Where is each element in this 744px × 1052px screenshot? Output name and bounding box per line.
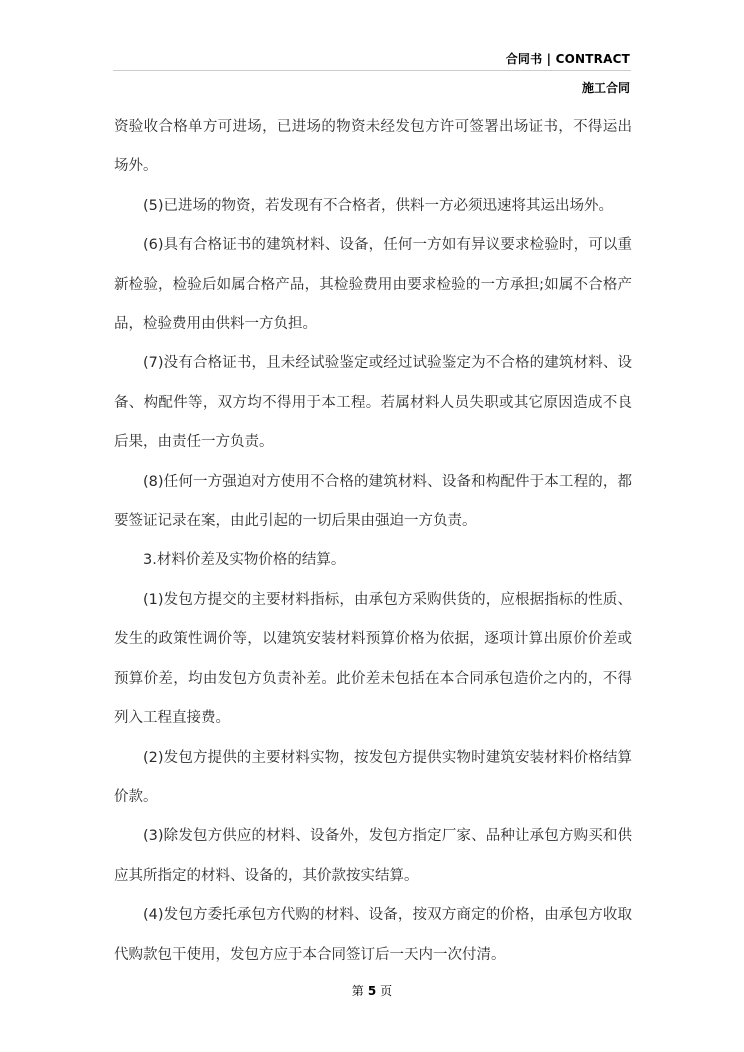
header-subtitle: 施工合同 [581, 81, 630, 95]
section-heading: 3.材料价差及实物价格的结算。 [143, 552, 346, 569]
header-divider [113, 70, 631, 71]
paragraph: (2)发包方提供的主要材料实物，按发包方提供实物时建筑安装材料价格结算价款。 [114, 749, 632, 805]
page-footer [0, 982, 744, 999]
page-number: 5 [367, 984, 377, 998]
paragraph: (1)发包方提交的主要材料指标，由承包方采购供货的，应根据指标的性质、发生的政策性调价等，以建筑安装材料预算价格为依据，逐项计算出原价价差或预算价差，均由发包方负责补差。此价差未包括在本合同承包造价之内的，不得列入工程直接费。 [114, 591, 632, 727]
document-body [114, 108, 632, 975]
paragraph: (6)具有合格证书的建筑材料、设备，任何一方如有异议要求检验时，可以重新检验，检验后如属合格产品，其检验费用由要求检验的一方承担;如属不合格产品，检验费用由供料一方负担。 [114, 237, 632, 333]
header-title: 合同书 | CONTRACT [505, 52, 630, 66]
paragraph: (7)没有合格证书，且未经试验鉴定或经过试验鉴定为不合格的建筑材料、设备、构配件等，双方均不得用于本工程。若属材料人员失职或其它原因造成不良后果，由责任一方负责。 [114, 355, 632, 451]
paragraph: (4)发包方委托承包方代购的材料、设备，按双方商定的价格，由承包方收取代购款包干使用，发包方应于本合同签订后一天内一次付清。 [114, 907, 632, 963]
page-suffix: 页 [380, 984, 393, 998]
paragraph: (8)任何一方强迫对方使用不合格的建筑材料、设备和构配件于本工程的，都要签证记录在案，由此引起的一切后果由强迫一方负责。 [114, 473, 632, 530]
paragraph: (5)已进场的物资，若发现有不合格者，供料一方必须迅速将其运出场外。 [143, 197, 614, 214]
page-prefix: 第 [351, 984, 364, 998]
paragraph: (3)除发包方供应的材料、设备外，发包方指定厂家、品种让承包方购买和供应其所指定的材料、设备的，其价款按实结算。 [114, 828, 632, 884]
paragraph: 资验收合格单方可进场，已进场的物资未经发包方许可签署出场证书，不得运出场外。 [114, 119, 632, 175]
